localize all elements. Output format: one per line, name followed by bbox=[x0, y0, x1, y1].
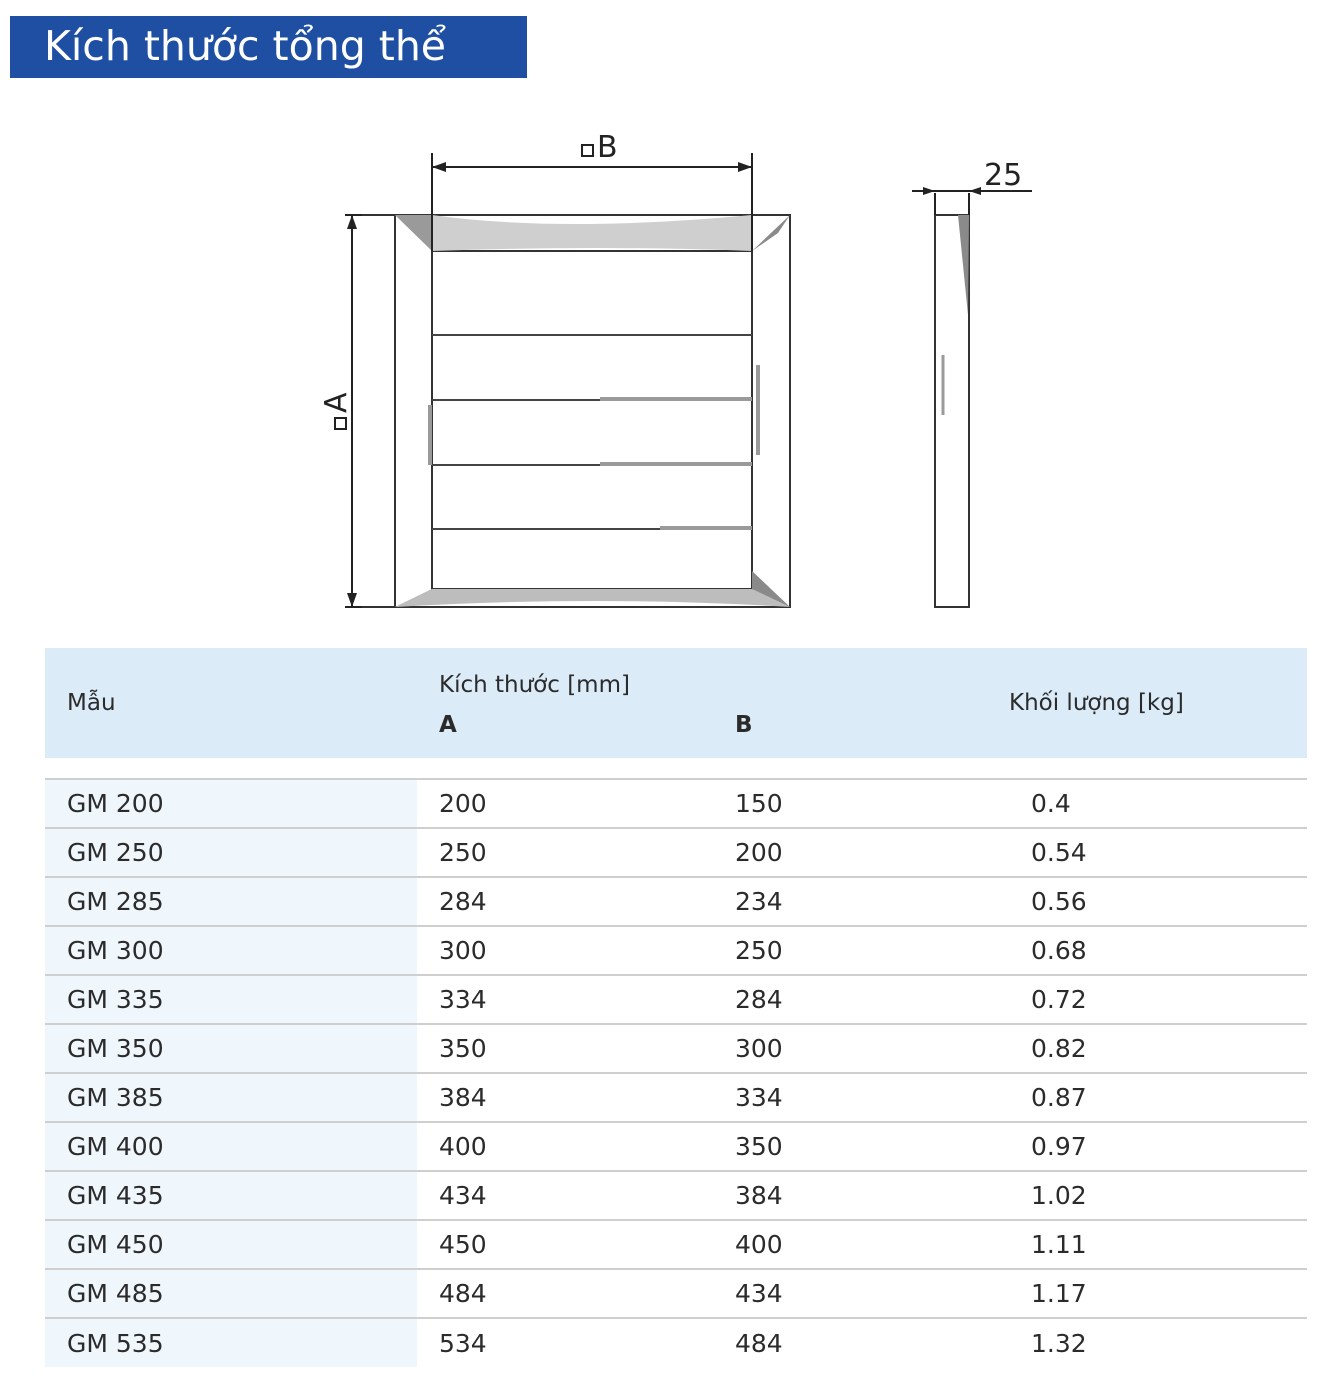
page-title: Kích thước tổng thể bbox=[10, 16, 527, 78]
table-row bbox=[45, 828, 1307, 877]
table-row bbox=[45, 877, 1307, 926]
table-spacer bbox=[45, 758, 1307, 779]
table-row bbox=[45, 1073, 1307, 1122]
cell-weight: 0.54 bbox=[1009, 828, 1307, 877]
cell-weight: 1.32 bbox=[1031, 1328, 1087, 1358]
depth-label: 25 bbox=[984, 158, 1023, 193]
corner-bevel-top-right bbox=[752, 215, 790, 251]
cell-a: 400 bbox=[417, 1122, 713, 1171]
table-row bbox=[45, 1122, 1307, 1171]
cell-b: 334 bbox=[713, 1073, 1009, 1122]
cell-weight: 0.82 bbox=[1009, 1024, 1307, 1073]
cell-model: GM 435 bbox=[45, 1171, 417, 1220]
cell-model: GM 385 bbox=[45, 1073, 417, 1122]
cell-a: 334 bbox=[417, 975, 713, 1024]
grille-inner-frame bbox=[432, 251, 752, 589]
dimension-drawing bbox=[300, 115, 1060, 625]
corner-bevel-top-left bbox=[395, 215, 432, 251]
cell-b: 384 bbox=[713, 1171, 1009, 1220]
table-row bbox=[45, 1024, 1307, 1073]
header-dimensions: Kích thước [mm] bbox=[417, 648, 1009, 702]
corner-bevel-top bbox=[432, 215, 752, 251]
table-row bbox=[45, 926, 1307, 975]
cell-a: 284 bbox=[417, 877, 713, 926]
dimensions-table bbox=[45, 648, 1307, 1367]
table-row bbox=[45, 975, 1307, 1024]
grille-outer-frame bbox=[395, 215, 790, 607]
cell-weight: 0.72 bbox=[1009, 975, 1307, 1024]
cell-b: 400 bbox=[713, 1220, 1009, 1269]
cell-weight: 0.97 bbox=[1009, 1122, 1307, 1171]
cell-b: 484 bbox=[735, 1328, 783, 1358]
cell-b: 150 bbox=[713, 779, 1009, 828]
cell-b: 434 bbox=[713, 1269, 1009, 1318]
header-a: A bbox=[417, 702, 713, 758]
cell-model: GM 335 bbox=[45, 975, 417, 1024]
cell-b: 350 bbox=[713, 1122, 1009, 1171]
header-weight: Khối lượng [kg] bbox=[1009, 648, 1307, 758]
cell-a: 384 bbox=[417, 1073, 713, 1122]
cell-a: 250 bbox=[417, 828, 713, 877]
cell-weight: 1.11 bbox=[1009, 1220, 1307, 1269]
cell-model: GM 300 bbox=[45, 926, 417, 975]
cell-a: 434 bbox=[417, 1171, 713, 1220]
dimension-b-label: B bbox=[597, 130, 618, 165]
cell-weight: 1.17 bbox=[1009, 1269, 1307, 1318]
cell-weight: 0.87 bbox=[1009, 1073, 1307, 1122]
cell-a: 534 bbox=[439, 1328, 487, 1358]
square-symbol-icon bbox=[335, 418, 346, 429]
corner-bevel-bottom bbox=[395, 589, 790, 607]
cell-a: 300 bbox=[417, 926, 713, 975]
cell-model: GM 350 bbox=[45, 1024, 417, 1073]
cell-a: 450 bbox=[417, 1220, 713, 1269]
cell-a: 350 bbox=[417, 1024, 713, 1073]
cell-weight: 0.56 bbox=[1009, 877, 1307, 926]
dimension-a-label: A bbox=[319, 392, 354, 413]
cell-model: GM 450 bbox=[45, 1220, 417, 1269]
cell-model: GM 250 bbox=[45, 828, 417, 877]
cell-b: 284 bbox=[713, 975, 1009, 1024]
cell-weight: 0.4 bbox=[1009, 779, 1307, 828]
louver-lines bbox=[432, 335, 752, 529]
cell-model: GM 285 bbox=[45, 877, 417, 926]
cell-a: 200 bbox=[417, 779, 713, 828]
cell-b: 250 bbox=[713, 926, 1009, 975]
cell-model: GM 400 bbox=[45, 1122, 417, 1171]
table-body bbox=[45, 779, 1307, 1367]
square-symbol-icon bbox=[582, 145, 593, 156]
table-row bbox=[45, 1171, 1307, 1220]
table-row bbox=[45, 1220, 1307, 1269]
header-b: B bbox=[713, 702, 1009, 758]
cell-weight: 0.68 bbox=[1009, 926, 1307, 975]
cell-model: GM 200 bbox=[45, 779, 417, 828]
cell-b: 300 bbox=[713, 1024, 1009, 1073]
cell-a: 484 bbox=[417, 1269, 713, 1318]
header-model: Mẫu bbox=[45, 648, 417, 758]
table-row bbox=[45, 779, 1307, 828]
cell-model: GM 485 bbox=[45, 1269, 417, 1318]
cell-weight: 1.02 bbox=[1009, 1171, 1307, 1220]
table-header-row bbox=[45, 648, 1307, 702]
table-row bbox=[45, 1318, 1307, 1367]
cell-b: 200 bbox=[713, 828, 1009, 877]
table-row bbox=[45, 1269, 1307, 1318]
cell-model: GM 535 bbox=[45, 1318, 417, 1367]
cell-b: 234 bbox=[713, 877, 1009, 926]
